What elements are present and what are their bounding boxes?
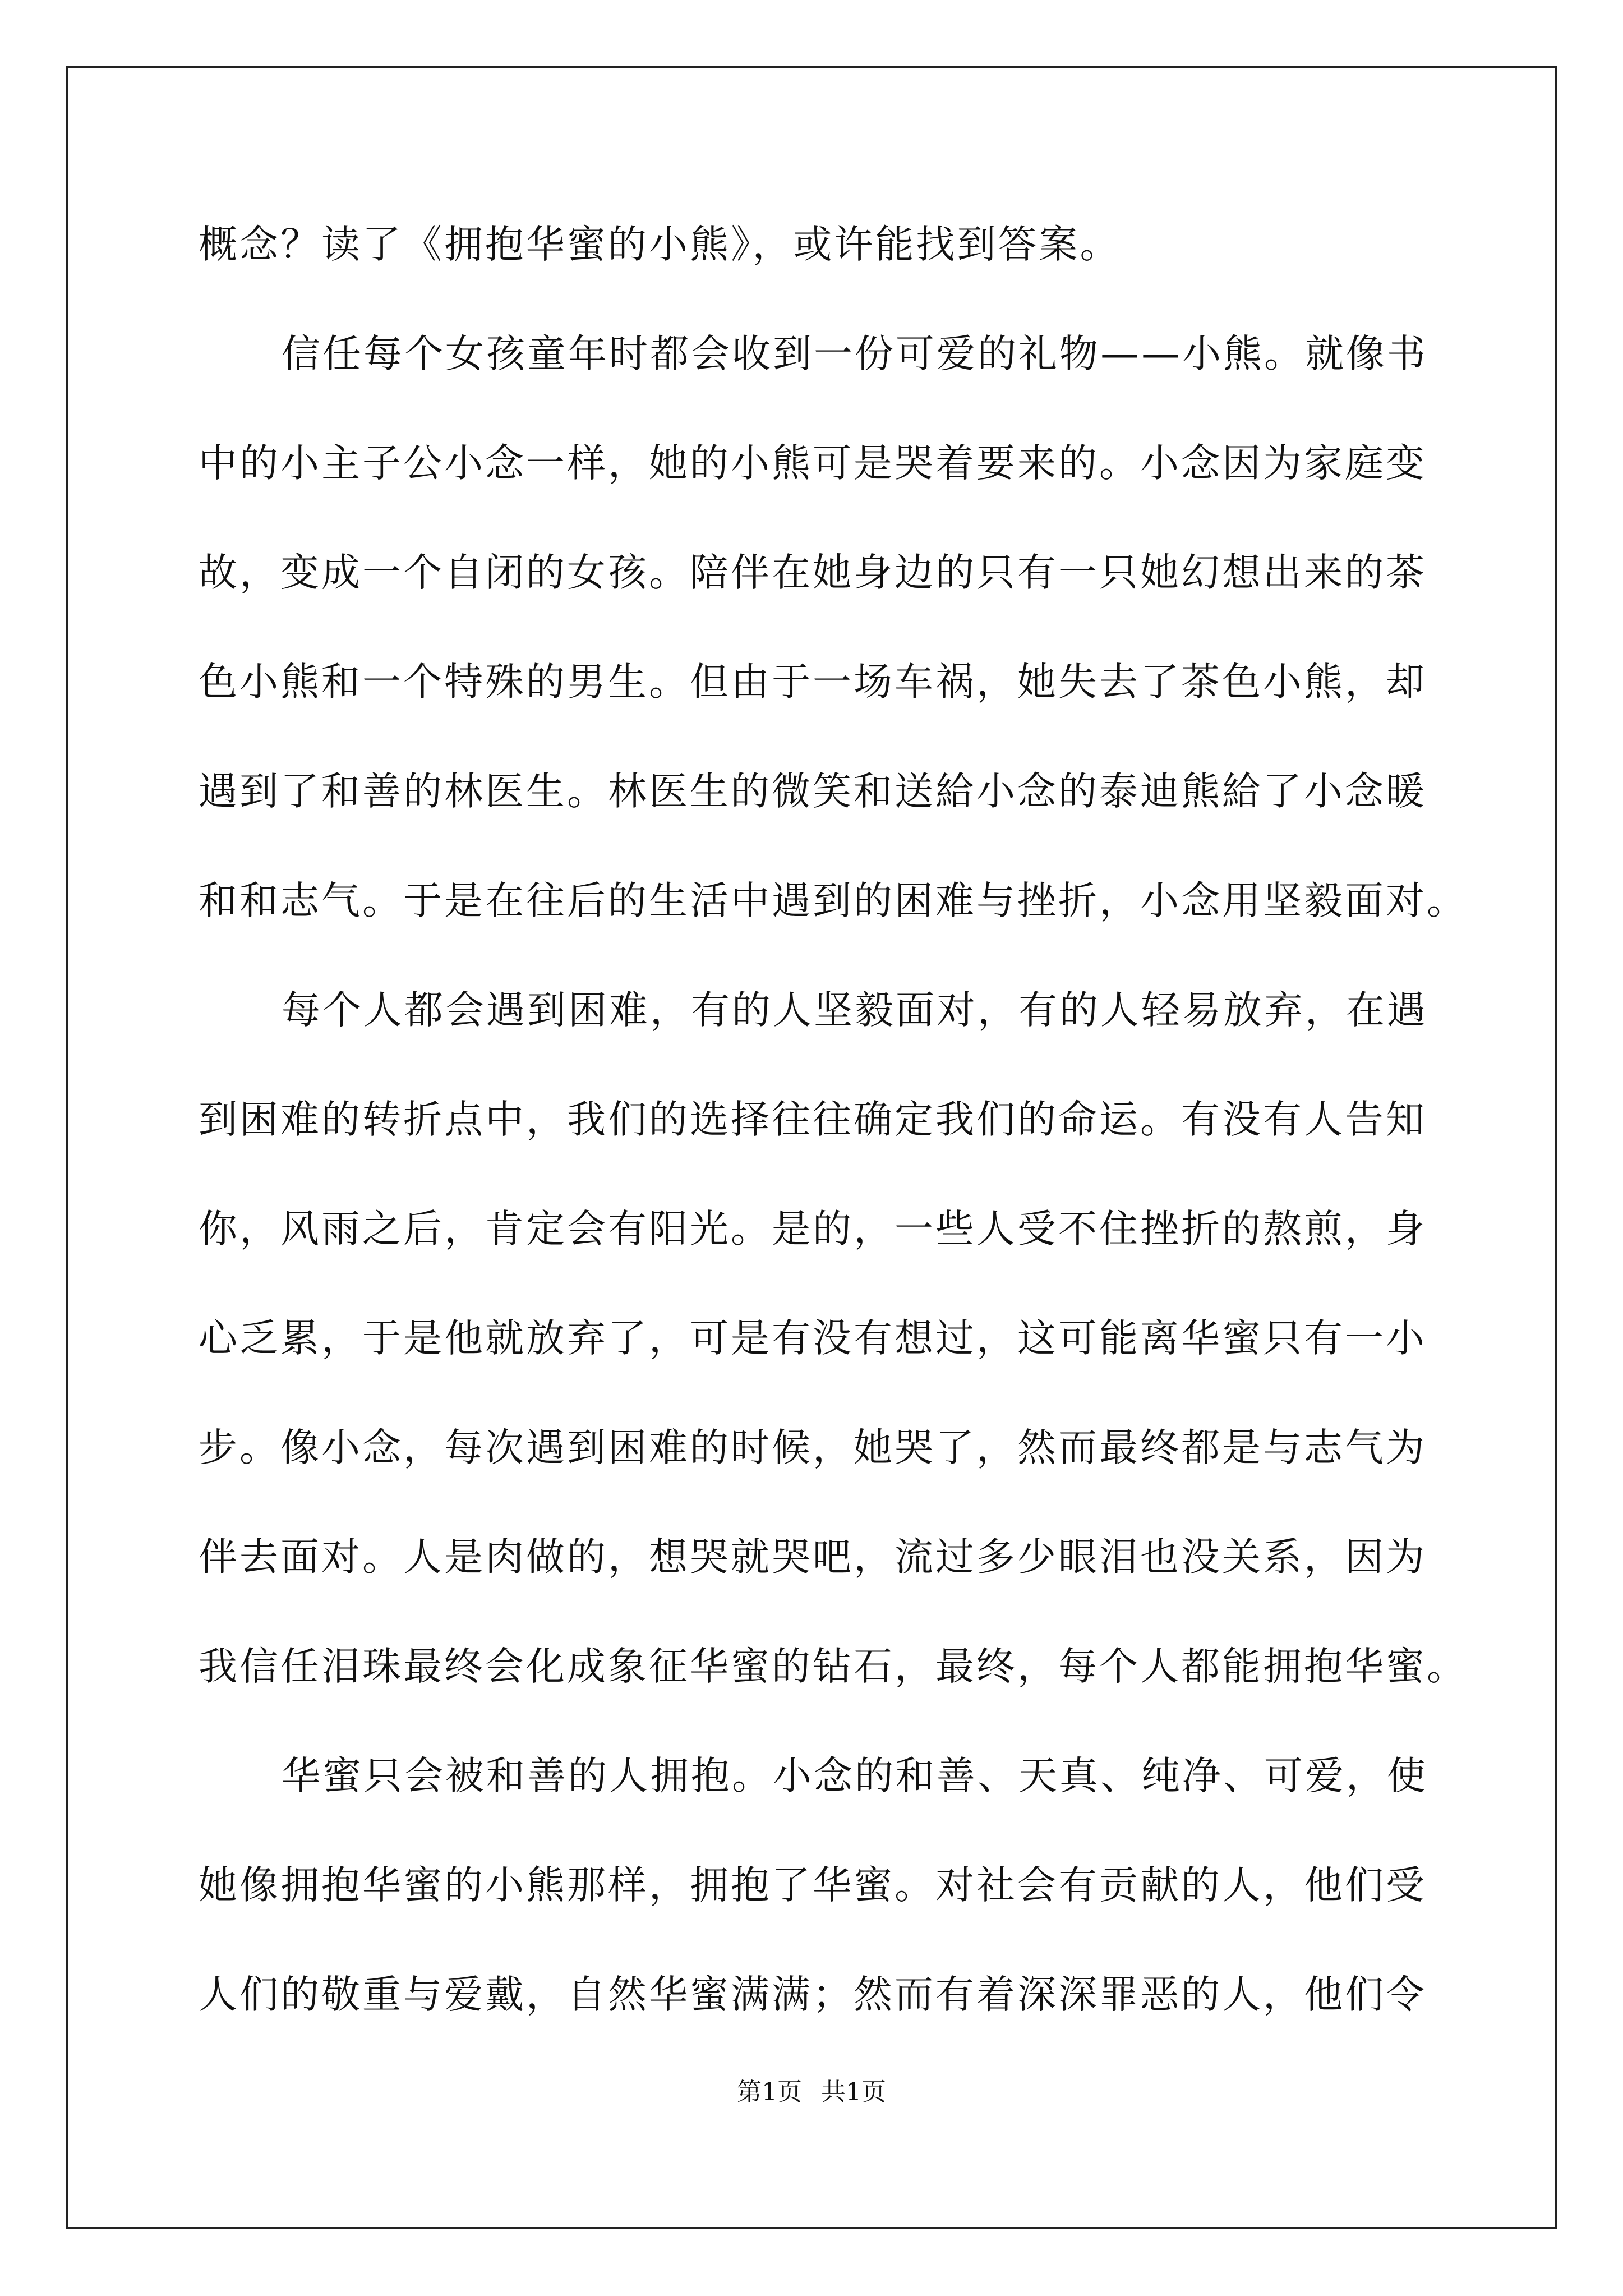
text-line: 色小熊和一个特殊的男生。但由于一场车祸，她失去了茶色小熊，却 [199,660,1427,705]
text-line: 人们的敬重与爱戴，自然华蜜满满；然而有着深深罪恶的人，他们令 [199,1972,1427,2017]
text-line: 中的小主子公小念一样，她的小熊可是哭着要来的。小念因为家庭变 [199,441,1427,486]
text-line: 你，风雨之后，肯定会有阳光。是的，一些人受不住挫折的熬煎，身 [199,1207,1427,1251]
text-line: 伴去面对。人是肉做的，想哭就哭吧，流过多少眼泪也没关系，因为 [199,1535,1427,1580]
paragraph-first-line: 华蜜只会被和善的人拥抱。小念的和善、天真、纯净、可爱，使 [282,1754,1428,1798]
text-line: 到困难的转折点中，我们的选择往往确定我们的命运。有没有人告知 [199,1097,1427,1142]
paragraph-first-line: 信任每个女孩童年时都会收到一份可爱的礼物——小熊。就像书 [282,332,1428,376]
page-number-footer: 第1页 共1页 [737,2078,886,2106]
text-line: 遇到了和善的林医生。林医生的微笑和送給小念的泰迪熊給了小念暖 [199,769,1427,814]
text-line: 步。像小念，每次遇到困难的时候，她哭了，然而最终都是与志气为 [199,1425,1427,1470]
paragraph-first-line: 每个人都会遇到困难，有的人坚毅面对，有的人轻易放弃，在遇 [282,988,1428,1033]
text-line: 和和志气。于是在往后的生活中遇到的困难与挫折，小念用坚毅面对。 [199,878,1468,923]
text-line: 心乏累，于是他就放弃了，可是有没有想过，这可能离华蜜只有一小 [199,1316,1427,1361]
text-line: 故，变成一个自闭的女孩。陪伴在她身边的只有一只她幻想出来的茶 [199,550,1427,595]
text-line: 她像拥抱华蜜的小熊那样，拥抱了华蜜。对社会有贡献的人，他们受 [199,1863,1427,1908]
text-line: 我信任泪珠最终会化成象征华蜜的钻石，最终，每个人都能拥抱华蜜。 [199,1644,1468,1689]
text-line: 概念？读了《拥抱华蜜的小熊》，或许能找到答案。 [199,222,1121,267]
